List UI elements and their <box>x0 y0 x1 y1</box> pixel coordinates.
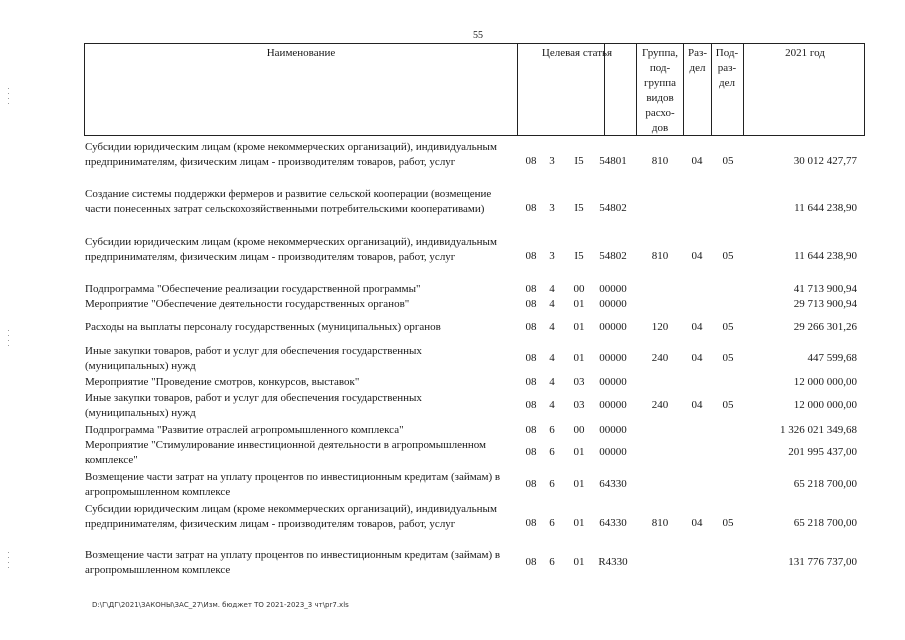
row-expense-group: 810 <box>651 517 669 529</box>
row-expense-group: 810 <box>651 155 669 167</box>
row-expense-group: 240 <box>651 352 669 364</box>
row-code-direction: 00000 <box>599 376 627 388</box>
file-path: D:\Г\ДГ\2021\ЗАКОНЫ\ЗАС_27\Изм. бюджет ТО 2021-2023_3 чт\pr7.xls <box>92 601 349 609</box>
row-code-program: 08 <box>525 376 537 388</box>
row-code-subprogram: 6 <box>549 424 555 436</box>
row-code-event: 03 <box>573 399 585 411</box>
row-amount-2021: 30 012 427,77 <box>793 155 857 167</box>
table-row <box>84 235 865 280</box>
row-amount-2021: 12 000 000,00 <box>793 376 857 388</box>
row-subsection: 05 <box>722 155 734 167</box>
row-name: Субсидии юридическим лицам (кроме некоммерческих организаций), индивидуальным предпринимателям, физическим лицам - производителям товаров, работ, услуг <box>85 141 497 168</box>
row-code-event: 01 <box>573 298 585 310</box>
table-row <box>84 282 865 297</box>
header-section: Раз- дел <box>687 47 707 74</box>
row-code-event: 00 <box>573 424 585 436</box>
row-amount-2021: 1 326 021 349,68 <box>780 424 857 436</box>
table-row <box>84 140 865 185</box>
row-code-event: 01 <box>573 321 585 333</box>
row-code-direction: R4330 <box>598 556 628 568</box>
row-code-subprogram: 4 <box>549 352 555 364</box>
row-section: 04 <box>691 352 703 364</box>
row-code-direction: 54802 <box>599 202 627 214</box>
table-row <box>84 502 865 547</box>
row-code-program: 08 <box>525 478 537 490</box>
row-amount-2021: 29 713 900,94 <box>793 298 857 310</box>
row-amount-2021: 65 218 700,00 <box>793 517 857 529</box>
row-code-program: 08 <box>525 446 537 458</box>
row-code-direction: 00000 <box>599 298 627 310</box>
row-code-event: I5 <box>574 202 584 214</box>
row-code-program: 08 <box>525 155 537 167</box>
row-code-event: I5 <box>574 250 584 262</box>
row-code-subprogram: 4 <box>549 283 555 295</box>
row-code-program: 08 <box>525 352 537 364</box>
row-subsection: 05 <box>722 250 734 262</box>
row-code-event: 00 <box>573 283 585 295</box>
row-code-subprogram: 3 <box>549 250 555 262</box>
row-name: Создание системы поддержки фермеров и развитие сельской кооперации (возмещение части понесенных затрат сельскохозяйственными потребительскими кооперативами) <box>85 188 492 215</box>
row-code-direction: 00000 <box>599 321 627 333</box>
row-code-program: 08 <box>525 298 537 310</box>
row-code-subprogram: 4 <box>549 376 555 388</box>
row-section: 04 <box>691 250 703 262</box>
header-divider <box>517 44 518 135</box>
row-code-direction: 00000 <box>599 424 627 436</box>
table-row <box>84 187 865 232</box>
row-code-direction: 64330 <box>599 478 627 490</box>
row-amount-2021: 41 713 900,94 <box>793 283 857 295</box>
row-code-direction: 00000 <box>599 399 627 411</box>
table-row <box>84 470 865 500</box>
row-code-direction: 00000 <box>599 352 627 364</box>
row-code-program: 08 <box>525 424 537 436</box>
row-code-subprogram: 6 <box>549 517 555 529</box>
table-row <box>84 423 865 438</box>
row-code-direction: 54801 <box>599 155 627 167</box>
row-name: Мероприятие "Проведение смотров, конкурсов, выставок" <box>85 376 360 388</box>
row-code-event: 01 <box>573 556 585 568</box>
row-name: Возмещение части затрат на уплату процентов по инвестиционным кредитам (займам) в агропромышленном комплексе <box>85 549 501 576</box>
row-code-subprogram: 3 <box>549 155 555 167</box>
row-name: Мероприятие "Обеспечение деятельности государственных органов" <box>85 298 410 310</box>
page-number: 55 <box>473 30 483 41</box>
header-group: Группа, под- группа видов расхо- дов <box>642 47 678 134</box>
row-code-event: 01 <box>573 352 585 364</box>
row-subsection: 05 <box>722 517 734 529</box>
row-code-subprogram: 4 <box>549 321 555 333</box>
row-name: Подпрограмма "Развитие отраслей агропромышленного комплекса" <box>85 424 404 436</box>
row-name: Иные закупки товаров, работ и услуг для обеспечения государственных (муниципальных) нужд <box>85 345 422 372</box>
row-code-program: 08 <box>525 556 537 568</box>
header-target: Целевая статья <box>541 47 613 59</box>
margin-mark-middle <box>8 330 9 350</box>
row-code-direction: 54802 <box>599 250 627 262</box>
row-amount-2021: 12 000 000,00 <box>793 399 857 411</box>
row-name: Подпрограмма "Обеспечение реализации государственной программы" <box>85 283 421 295</box>
row-code-direction: 00000 <box>599 446 627 458</box>
row-code-event: 01 <box>573 446 585 458</box>
row-code-program: 08 <box>525 517 537 529</box>
row-code-program: 08 <box>525 321 537 333</box>
row-subsection: 05 <box>722 352 734 364</box>
header-subsection: Под- раз- дел <box>715 47 739 89</box>
table-header <box>84 43 865 136</box>
row-code-direction: 64330 <box>599 517 627 529</box>
row-name: Субсидии юридическим лицам (кроме некоммерческих организаций), индивидуальным предпринимателям, физическим лицам - производителям товаров, работ, услуг <box>85 236 497 263</box>
row-section: 04 <box>691 399 703 411</box>
row-code-subprogram: 6 <box>549 556 555 568</box>
row-section: 04 <box>691 155 703 167</box>
table-row <box>84 297 865 312</box>
margin-mark-top <box>8 88 9 108</box>
row-amount-2021: 131 776 737,00 <box>788 556 857 568</box>
row-subsection: 05 <box>722 399 734 411</box>
header-name: Наименование <box>266 47 336 59</box>
row-amount-2021: 11 644 238,90 <box>794 250 857 262</box>
row-code-program: 08 <box>525 202 537 214</box>
row-code-program: 08 <box>525 399 537 411</box>
row-section: 04 <box>691 321 703 333</box>
table-row <box>84 320 865 335</box>
header-year: 2021 год <box>785 47 825 59</box>
row-code-event: 01 <box>573 478 585 490</box>
row-name: Возмещение части затрат на уплату процентов по инвестиционным кредитам (займам) в агропромышленном комплексе <box>85 471 501 498</box>
row-code-event: I5 <box>574 155 584 167</box>
row-code-program: 08 <box>525 283 537 295</box>
row-code-direction: 00000 <box>599 283 627 295</box>
table-row <box>84 438 865 468</box>
row-name: Иные закупки товаров, работ и услуг для обеспечения государственных (муниципальных) нужд <box>85 392 422 419</box>
row-code-event: 03 <box>573 376 585 388</box>
row-section: 04 <box>691 517 703 529</box>
row-amount-2021: 201 995 437,00 <box>788 446 857 458</box>
row-amount-2021: 29 266 301,26 <box>793 321 857 333</box>
row-name: Расходы на выплаты персоналу государственных (муниципальных) органов <box>85 321 441 333</box>
row-name: Мероприятие "Стимулирование инвестиционной деятельности в агропромышленном комплексе" <box>85 439 487 466</box>
row-expense-group: 240 <box>651 399 669 411</box>
table-row <box>84 344 865 374</box>
row-amount-2021: 65 218 700,00 <box>793 478 857 490</box>
row-code-subprogram: 3 <box>549 202 555 214</box>
row-code-program: 08 <box>525 250 537 262</box>
table-row <box>84 375 865 390</box>
row-code-subprogram: 4 <box>549 298 555 310</box>
row-code-subprogram: 6 <box>549 446 555 458</box>
table-row <box>84 548 865 578</box>
margin-mark-bottom <box>8 552 9 572</box>
row-amount-2021: 11 644 238,90 <box>794 202 857 214</box>
row-code-subprogram: 6 <box>549 478 555 490</box>
row-expense-group: 810 <box>651 250 669 262</box>
row-subsection: 05 <box>722 321 734 333</box>
row-name: Субсидии юридическим лицам (кроме некоммерческих организаций), индивидуальным предпринимателям, физическим лицам - производителям товаров, работ, услуг <box>85 503 497 530</box>
row-amount-2021: 447 599,68 <box>807 352 857 364</box>
table-row <box>84 391 865 421</box>
row-code-event: 01 <box>573 517 585 529</box>
row-expense-group: 120 <box>651 321 669 333</box>
row-code-subprogram: 4 <box>549 399 555 411</box>
